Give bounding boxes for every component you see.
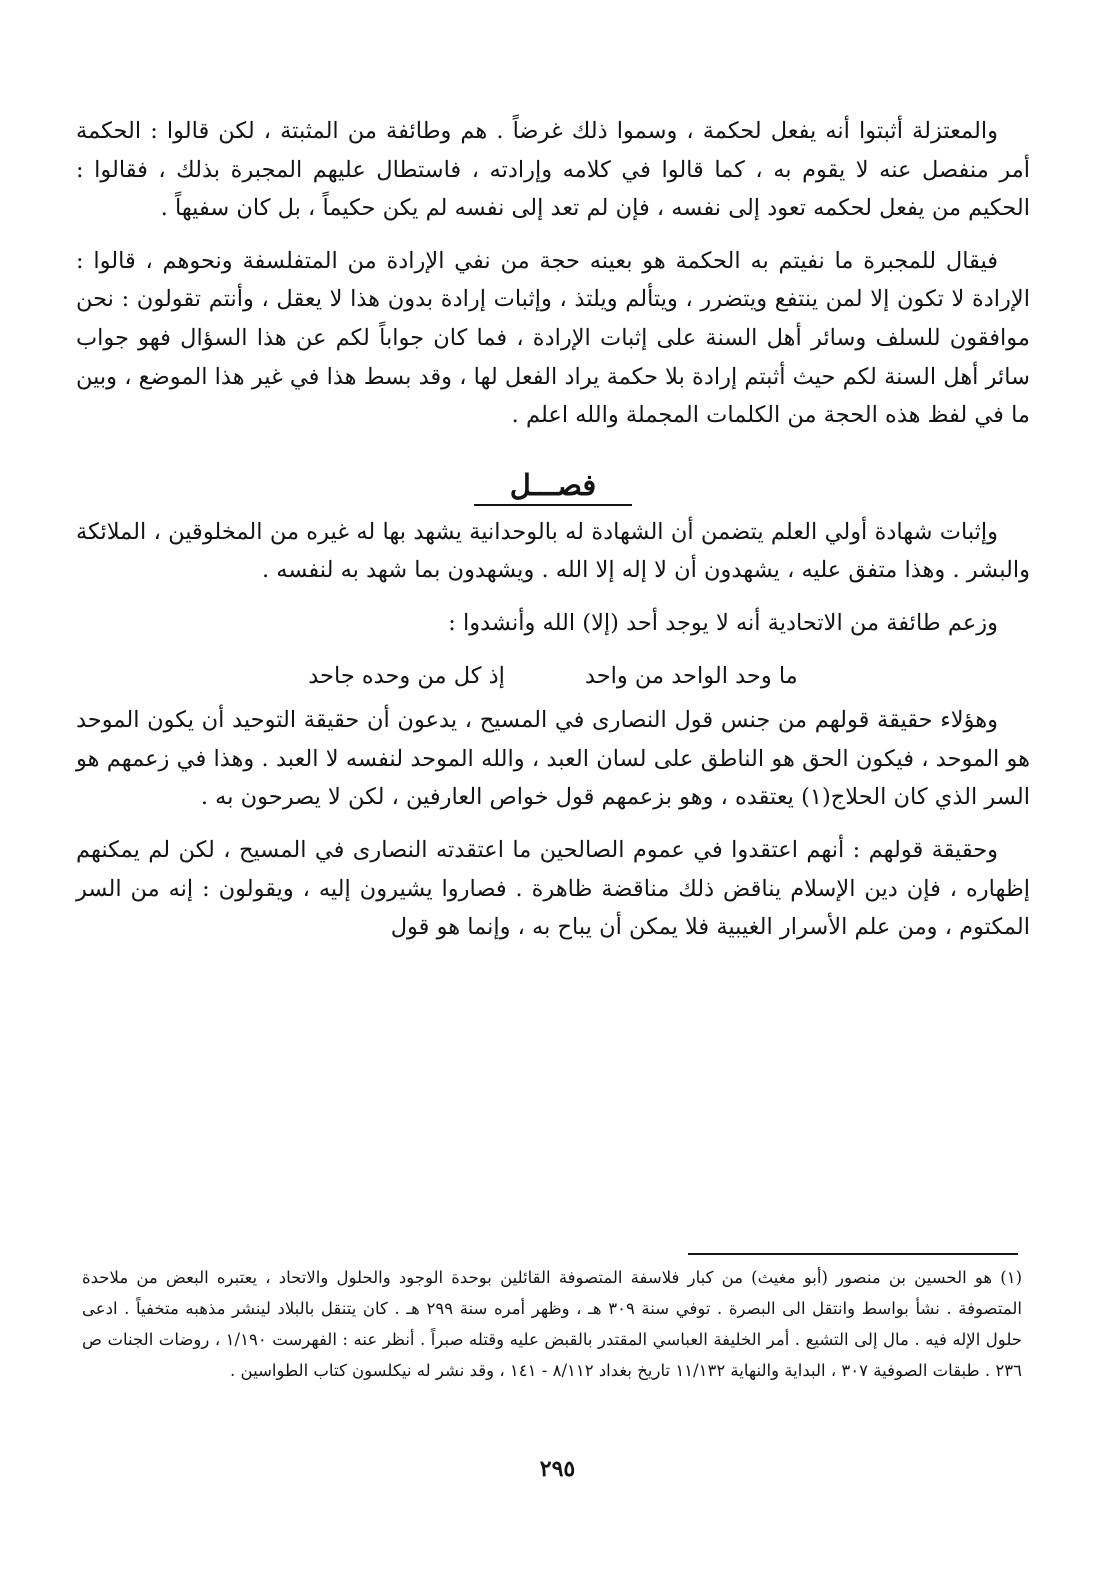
verse-first-hemistich: ما وحد الواحد من واحد (584, 662, 798, 689)
paragraph-1: والمعتزلة أثبتوا أنه يفعل لحكمة ، وسموا ذلك غرضاً . هم وطائفة من المثبتة ، لكن قالوا : الحكمة أمر منفصل عنه لا يقوم به ، كما قالوا في كلامه وإرادته ، فاستطال عليهم المجبرة بذلك ، فقالوا : الحكيم من يفعل لحكمه تعود إلى نفسه ، فإن لم تعد إلى نفسه لم يكن حكيماً ، بل كان سفيهاً . (76, 118, 1030, 222)
section-heading (76, 465, 1030, 505)
main-text (76, 112, 1030, 961)
footnote-divider (688, 1253, 1018, 1255)
footnote-1: (١) هو الحسين بن منصور (أبو مغيث) من كبار فلاسفة المتصوفة القائلين بوحدة الوجود والحلول والاتحاد ، يعتبره البعض من ملاحدة المتصوفة . نشأ بواسط وانتقل الى البصرة . توفي سنة ٣٠٩ هـ ، وظهر أمره سنة ٢٩٩ هـ . كان يتنقل بالبلاد لينشر مذهبه متخفياً . ادعى حلول الإله فيه . مال إلى التشيع . أمر الخليفة العباسي المقتدر بالقبض عليه وقتله صبراً . أنظر عنه : الفهرست ١/١٩٠ ، روضات الجنات ص ٢٣٦ . طبقات الصوفية ٣٠٧ ، البداية والنهاية ١١/١٣٢ تاريخ بغداد ٨/١١٢ - ١٤١ ، وقد نشر له نيكلسون كتاب الطواسين . (82, 1268, 1022, 1380)
poetry-verse (76, 657, 1030, 696)
paragraph-3: وإثبات شهادة أولي العلم يتضمن أن الشهادة له بالوحدانية يشهد بها له غيره من المخلوقين ، الملائكة والبشر . وهذا متفق عليه ، يشهدون أن لا إله إلا الله . ويشهدون بما شهد به لنفسه . (76, 518, 1030, 584)
verse-second-hemistich: إذ كل من وحده جاحد (308, 662, 505, 689)
paragraph-4: وزعم طائفة من الاتحادية أنه لا يوجد أحد (إلا) الله وأنشدوا : (448, 609, 998, 636)
section-heading-text: فصـــل (474, 468, 632, 506)
paragraph-6: وحقيقة قولهم : أنهم اعتقدوا في عموم الصالحين ما اعتقدته النصارى في المسيح ، لكن لم يمكنهم إظهاره ، فإن دين الإسلام يناقض ذلك مناقضة ظاهرة . فصاروا يشيرون إليه ، ويقولون : إنه من السر المكتوم ، ومن علم الأسرار الغيبية فلا يمكن أن يباح به ، وإنما هو قول (76, 836, 1030, 941)
page-number: ٢٩٥ (539, 1456, 576, 1482)
footnotes (82, 1262, 1022, 1386)
paragraph-2: فيقال للمجبرة ما نفيتم به الحكمة هو بعينه حجة من نفي الإرادة من المتفلسفة ونحوهم ، قالوا : الإرادة لا تكون إلا لمن ينتفع ويتضرر ، ويتألم ويلتذ ، وإثبات إرادة بدون هذا لا يعقل ، وأنتم تقولون : نحن موافقون للسلف وسائر أهل السنة على إثبات الإرادة ، فما كان جواباً لكم عن هذا السؤال فهو جواب سائر أهل السنة لكم حيث أثبتم إرادة بلا حكمة يراد الفعل لها ، وقد بسط هذا في غير هذا الموضع ، وبين ما في لفظ هذه الحجة من الكلمات المجملة والله اعلم . (76, 247, 1030, 429)
paragraph-5: وهؤلاء حقيقة قولهم من جنس قول النصارى في المسيح ، يدعون أن حقيقة التوحيد أن يكون الموحد هو الموحد ، فيكون الحق هو الناطق على لسان العبد ، والله الموحد لنفسه لا العبد . وهذا في زعمهم هو السر الذي كان الحلاج(١) يعتقده ، وهو بزعمهم قول خواص العارفين ، لكن لا يصرحون به . (76, 707, 1030, 811)
